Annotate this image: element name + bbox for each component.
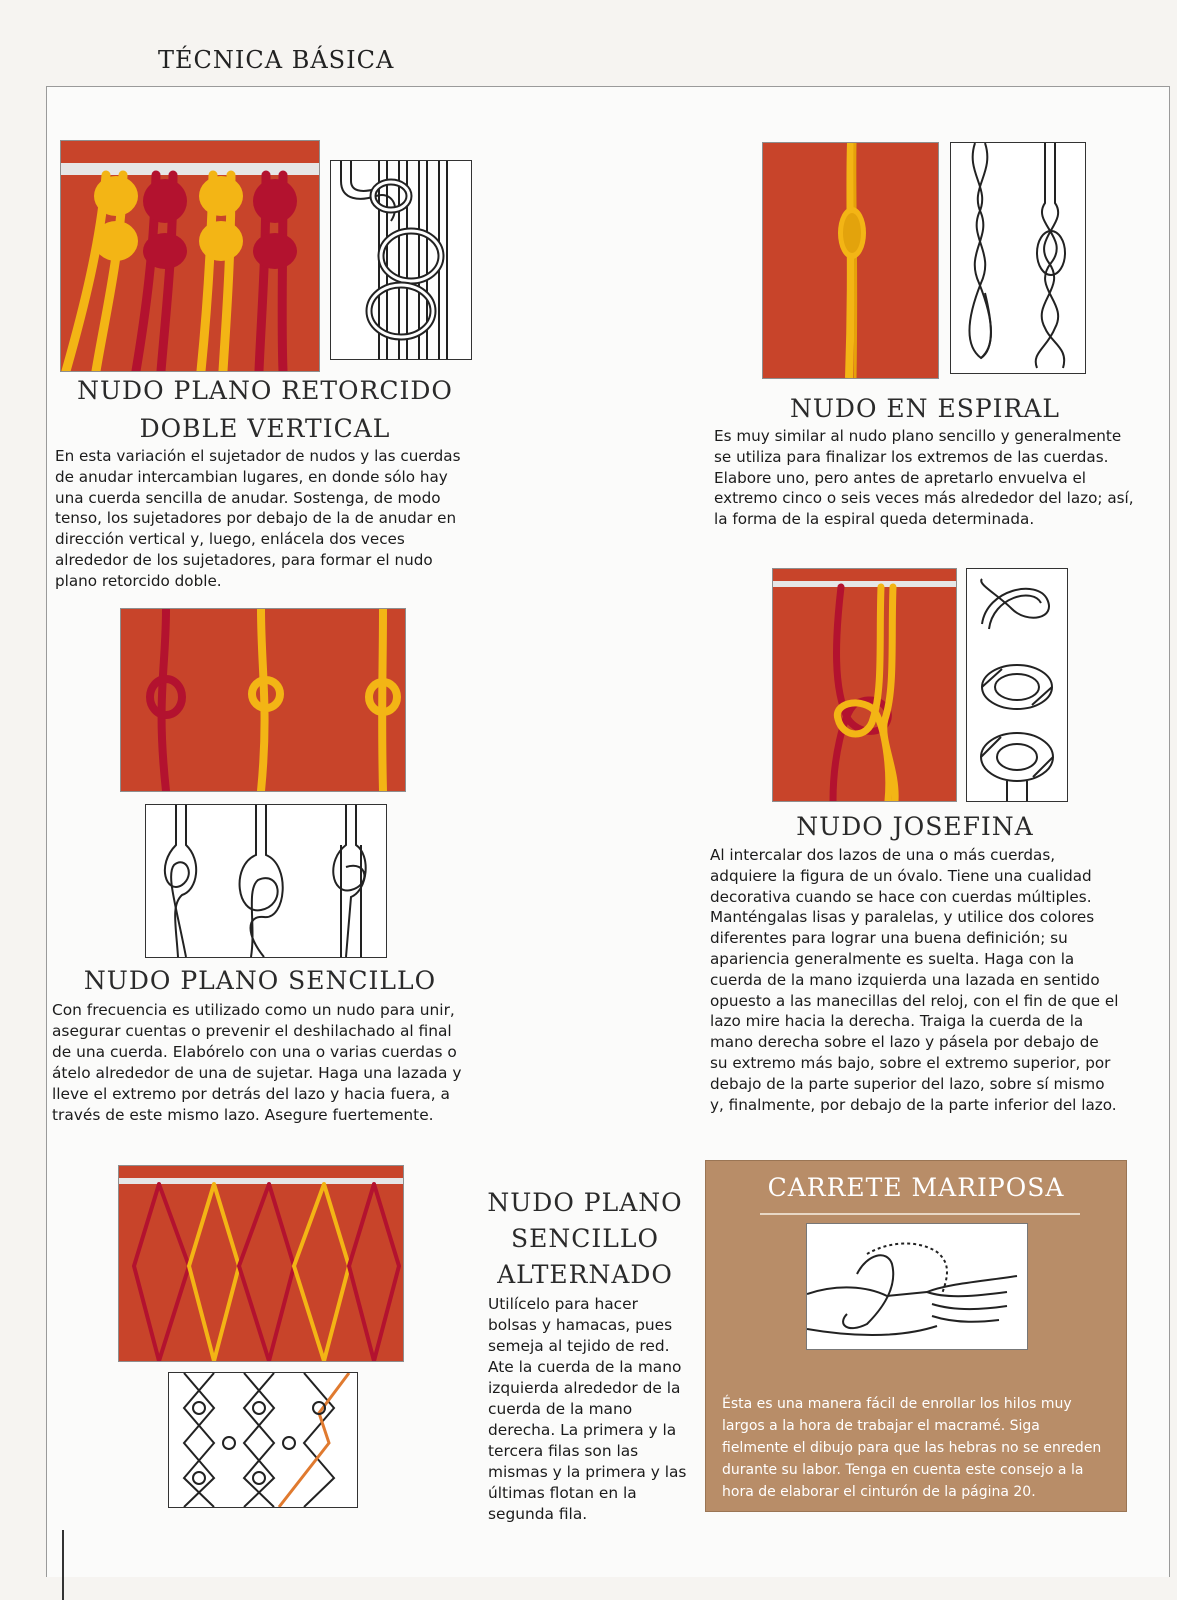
josefina-photo bbox=[772, 568, 957, 802]
retorcido-diagram bbox=[330, 160, 472, 360]
espiral-photo bbox=[762, 142, 939, 379]
retorcido-title-2: DOBLE VERTICAL bbox=[139, 414, 391, 443]
retorcido-title-1: NUDO PLANO RETORCIDO bbox=[77, 376, 453, 405]
mariposa-title: CARRETE MARIPOSA bbox=[767, 1173, 1065, 1202]
alternado-diagram bbox=[168, 1372, 358, 1508]
alternado-body: Utilícelo para hacer bolsas y hamacas, pues semeja al tejido de red. Ate la cuerda de la mano izquierda alrededor de la cuerda de la mano derecha. La primera y la tercera filas son las mismas y la primera y las últimas flotan en la segunda fila. bbox=[488, 1295, 687, 1523]
mariposa-box bbox=[705, 1160, 1127, 1512]
josefina-diagram bbox=[966, 568, 1068, 802]
josefina-body: Al intercalar dos lazos de una o más cuerdas, adquiere la figura de un óvalo. Tiene una cualidad decorativa cuando se hace con cuerdas múltiples. Manténgalas lisas y paralelas, y utilice dos colores diferentes para lograr una buena definición; su apariencia generalmente es suelta. Haga con la cuerda de la mano izquierda una lazada en sentido opuesto a las manecillas del reloj, con el fin de que el lazo mire hacia la derecha. Traiga la cuerda de la mano derecha sobre el lazo y pásela por debajo de su extremo más bajo, sobre el extremo superior, por debajo de la parte superior del lazo, sobre sí mismo y, finalmente, por debajo de la parte inferior del lazo. bbox=[710, 846, 1119, 1114]
alternado-title-1: NUDO PLANO bbox=[487, 1188, 683, 1217]
alternado-photo bbox=[118, 1165, 404, 1362]
mariposa-illustration bbox=[806, 1223, 1028, 1350]
retorcido-photo bbox=[60, 140, 320, 372]
retorcido-body: En esta variación el sujetador de nudos y las cuerdas de anudar intercambian lugares, en donde sólo hay una cuerda sencilla de anudar. Sostenga, de modo tenso, los sujetadores por debajo de la de anudar en dirección vertical y, luego, enlácela dos veces alrededor de los sujetadores, para formar el nudo plano retorcido doble. bbox=[55, 447, 461, 590]
sencillo-photo bbox=[120, 608, 406, 792]
espiral-title: NUDO EN ESPIRAL bbox=[789, 394, 1061, 423]
sencillo-title: NUDO PLANO SENCILLO bbox=[83, 966, 437, 995]
mariposa-title-rule bbox=[760, 1213, 1080, 1215]
mariposa-body: Ésta es una manera fácil de enrollar los hilos muy largos a la hora de trabajar el macramé. Siga fielmente el dibujo para que las hebras no se enreden durante su labor. Tenga en cuenta este consejo a la hora de elaborar el cinturón de la página 20. bbox=[722, 1396, 1102, 1500]
espiral-diagram bbox=[950, 142, 1086, 374]
page-edge-line bbox=[62, 1530, 64, 1600]
espiral-body: Es muy similar al nudo plano sencillo y generalmente se utiliza para finalizar los extremos de las cuerdas. Elabore uno, pero antes de apretarlo envuelva el extremo cinco o seis veces más alrededor del lazo; así, la forma de la espiral queda determinada. bbox=[714, 427, 1134, 529]
sencillo-body: Con frecuencia es utilizado como un nudo para unir, asegurar cuentas o prevenir el deshilachado al final de una cuerda. Elabórelo con una o varias cuerdas o átelo alrededor de una de sujetar. Haga una lazada y lleve el extremo por detrás del lazo y hacia fuera, a través de este mismo lazo. Asegure fuertemente. bbox=[52, 1001, 462, 1124]
josefina-title: NUDO JOSEFINA bbox=[796, 812, 1034, 841]
sencillo-diagram bbox=[145, 804, 387, 958]
alternado-title-3: ALTERNADO bbox=[497, 1260, 673, 1289]
alternado-title-2: SENCILLO bbox=[511, 1224, 659, 1253]
section-header: TÉCNICA BÁSICA bbox=[158, 46, 395, 74]
